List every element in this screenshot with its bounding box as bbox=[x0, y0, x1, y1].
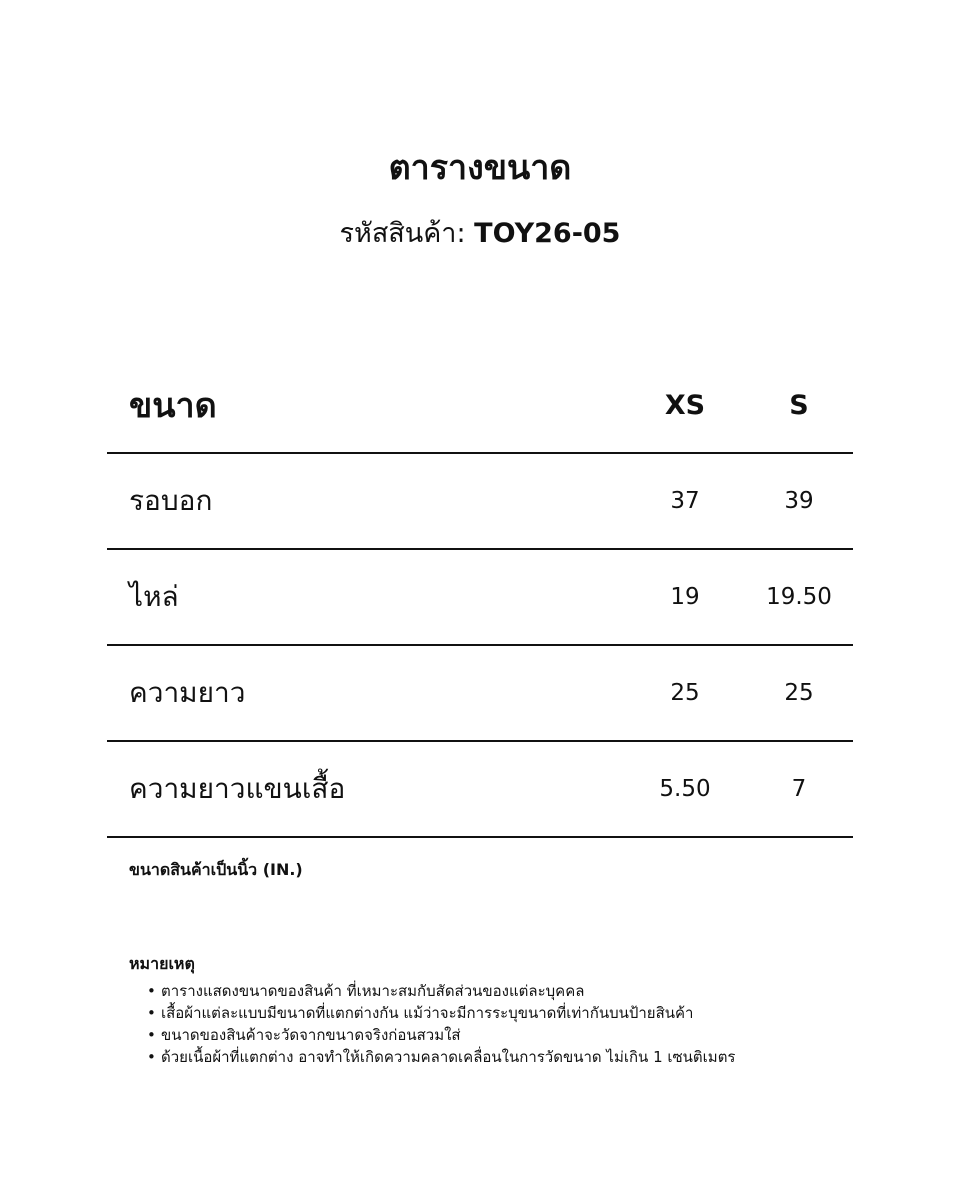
header-size-xs: XS bbox=[664, 389, 706, 421]
bullet-icon: • bbox=[147, 982, 156, 1000]
chest-xs-value: 37 bbox=[670, 488, 700, 514]
header-size-s: S bbox=[789, 389, 809, 421]
table-row bbox=[107, 646, 853, 742]
bullet-icon: • bbox=[147, 1004, 156, 1022]
remarks-list bbox=[129, 980, 849, 1068]
remarks-title: หมายเหตุ bbox=[129, 954, 195, 973]
row-label-length: ความยาว bbox=[129, 676, 246, 709]
remark-text: ด้วยเนื้อผ้าที่แตกต่าง อาจทำให้เกิดความคลาดเคลื่อนในการวัดขนาด ไม่เกิน 1 เซนติเมตร bbox=[161, 1048, 736, 1066]
list-item bbox=[147, 1024, 849, 1046]
product-code-line bbox=[0, 214, 960, 254]
table-row bbox=[107, 454, 853, 550]
chest-s-value: 39 bbox=[784, 488, 814, 514]
table-row bbox=[107, 550, 853, 646]
page-title: ตารางขนาด bbox=[388, 148, 572, 188]
list-item bbox=[147, 980, 849, 1002]
length-s-value: 25 bbox=[784, 680, 814, 706]
bullet-icon: • bbox=[147, 1026, 156, 1044]
remark-text: เสื้อผ้าแต่ละแบบมีขนาดที่แตกต่างกัน แม้ว่าจะมีการระบุขนาดที่เท่ากันบนป้ายสินค้า bbox=[161, 1004, 694, 1022]
list-item bbox=[147, 1002, 849, 1024]
unit-note: ขนาดสินค้าเป็นนิ้ว (IN.) bbox=[129, 860, 303, 879]
size-table bbox=[107, 358, 853, 838]
row-label-chest: รอบอก bbox=[129, 484, 213, 517]
sleeve-length-s-value: 7 bbox=[791, 776, 807, 802]
sleeve-length-xs-value: 5.50 bbox=[659, 776, 711, 802]
table-header-row bbox=[107, 358, 853, 454]
length-xs-value: 25 bbox=[670, 680, 700, 706]
shoulder-xs-value: 19 bbox=[670, 584, 700, 610]
row-label-shoulder: ไหล่ bbox=[129, 580, 179, 613]
remark-text: ขนาดของสินค้าจะวัดจากขนาดจริงก่อนสวมใส่ bbox=[161, 1026, 461, 1044]
table-row bbox=[107, 742, 853, 838]
remark-text: ตารางแสดงขนาดของสินค้า ที่เหมาะสมกับสัดส่วนของแต่ละบุคคล bbox=[161, 982, 585, 1000]
product-code: TOY26-05 bbox=[474, 218, 621, 249]
shoulder-s-value: 19.50 bbox=[766, 584, 832, 610]
bullet-icon: • bbox=[147, 1048, 156, 1066]
row-label-sleeve-length: ความยาวแขนเสื้อ bbox=[129, 772, 346, 805]
header-size-label: ขนาด bbox=[129, 386, 217, 426]
product-code-label: รหัสสินค้า: bbox=[339, 218, 466, 249]
list-item bbox=[147, 1046, 849, 1068]
remarks-section bbox=[129, 952, 849, 1068]
